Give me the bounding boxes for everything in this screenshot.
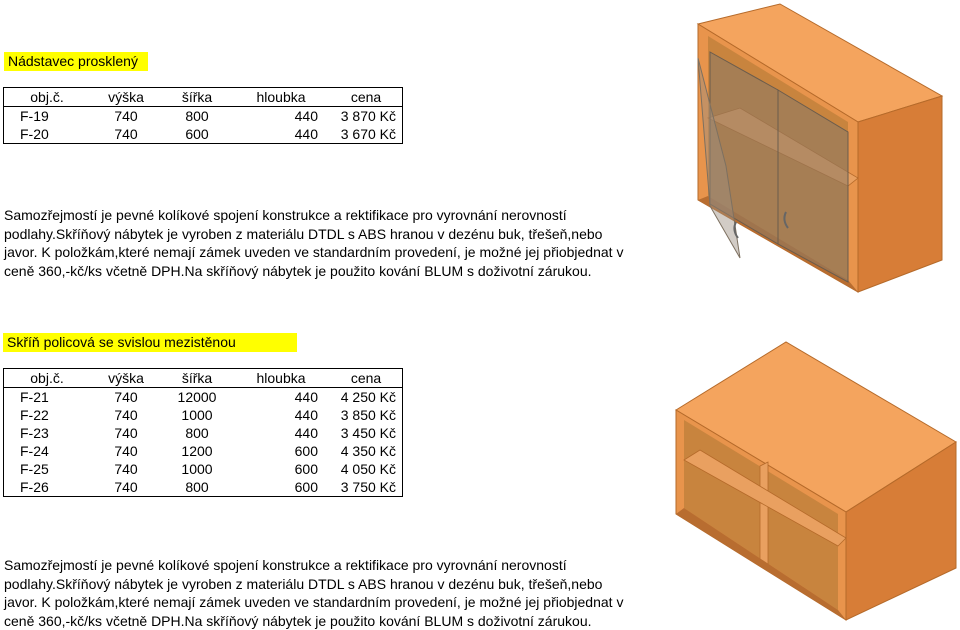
table-cell: 600	[294, 461, 318, 477]
column-header: obj.č.	[4, 88, 91, 107]
section-title-shelf-cabinet: Skříň policová se svislou mezistěnou	[3, 333, 297, 352]
table-cell: F-23	[4, 424, 91, 442]
vertical-divider	[760, 462, 768, 566]
table-cell: 4 350 Kč	[330, 442, 403, 460]
glass-cabinet-illustration	[680, 0, 960, 300]
description-line: ceně 360,-kč/ks včetně DPH.Na skříňový nábytek je použito kování BLUM s doživotní zárukou.	[4, 262, 592, 279]
description-line: javor. K položkám,které nemají zámek uveden ve standardním provedení, je možné jej přiobjednat v	[4, 244, 624, 260]
table-row	[4, 406, 403, 424]
column-header: cena	[330, 88, 403, 107]
table-cell: 600	[294, 443, 318, 459]
description-line: podlahy.Skříňový nábytek je vyroben z materiálu DTDL s ABS hranou v dezénu buk, třešeň,nebo	[4, 575, 603, 592]
table-cell: 740	[114, 108, 138, 124]
table-cell: 800	[185, 108, 209, 124]
table-cell: 4 050 Kč	[330, 460, 403, 478]
product-description	[4, 556, 664, 630]
column-header: hloubka	[232, 88, 330, 107]
spec-table-glass-cabinet	[3, 87, 403, 144]
table-row	[4, 125, 403, 144]
table-row	[4, 460, 403, 478]
table-cell: 12000	[177, 389, 217, 405]
table-cell: 440	[232, 125, 330, 144]
table-cell: 1200	[181, 443, 213, 459]
description-line: ceně 360,-kč/ks včetně DPH.Na skříňový nábytek je použito kování BLUM s doživotní zárukou.	[4, 612, 592, 629]
table-cell: 4 250 Kč	[330, 388, 403, 407]
table-cell: 800	[185, 425, 209, 441]
table-cell: 740	[114, 389, 138, 405]
table-cell: 800	[162, 478, 232, 497]
table-cell: 440	[294, 389, 318, 405]
table-cell: 740	[114, 425, 138, 441]
table-row	[4, 424, 403, 442]
table-cell: 740	[114, 443, 138, 459]
table-cell: 440	[294, 108, 318, 124]
table-cell: F-22	[4, 406, 91, 424]
table-cell: 600	[232, 478, 330, 497]
table-cell: 740	[90, 125, 162, 144]
description-line: Samozřejmostí je pevné kolíkové spojení konstrukce a rektifikace pro vyrovnání nerovností	[4, 207, 567, 223]
table-cell: F-26	[4, 478, 91, 497]
shelf-cabinet-illustration	[670, 318, 960, 628]
table-row	[4, 107, 403, 126]
description-line: javor. K položkám,které nemají zámek uveden ve standardním provedení, je možné jej přiobjednat v	[4, 594, 624, 610]
table-cell: F-21	[4, 388, 91, 407]
table-cell: 3 670 Kč	[330, 125, 403, 144]
spec-table-shelf-cabinet	[3, 368, 403, 497]
table-cell: 740	[114, 461, 138, 477]
column-header: šířka	[162, 369, 232, 388]
description-line: Samozřejmostí je pevné kolíkové spojení konstrukce a rektifikace pro vyrovnání nerovností	[4, 557, 567, 573]
table-cell: F-20	[4, 125, 91, 144]
table-cell: 1000	[181, 407, 213, 423]
table-cell: 1000	[181, 461, 213, 477]
column-header: šířka	[162, 88, 232, 107]
table-row	[4, 478, 403, 497]
table-cell: 3 750 Kč	[330, 478, 403, 497]
cabinet-side-panel	[858, 96, 942, 292]
table-cell: 3 850 Kč	[330, 406, 403, 424]
product-description	[4, 206, 664, 280]
table-cell: F-24	[4, 442, 91, 460]
table-cell: 440	[294, 425, 318, 441]
table-cell: 3 870 Kč	[330, 107, 403, 126]
table-cell: F-25	[4, 460, 91, 478]
table-cell: 740	[114, 407, 138, 423]
column-header: výška	[90, 88, 162, 107]
column-header: výška	[90, 369, 162, 388]
column-header: hloubka	[232, 369, 330, 388]
table-cell: F-19	[4, 107, 91, 126]
table-header-row	[4, 369, 403, 388]
table-row	[4, 442, 403, 460]
table-cell: 600	[162, 125, 232, 144]
table-header-row	[4, 88, 403, 107]
column-header: obj.č.	[4, 369, 91, 388]
table-cell: 740	[90, 478, 162, 497]
description-line: podlahy.Skříňový nábytek je vyroben z materiálu DTDL s ABS hranou v dezénu buk, třešeň,nebo	[4, 225, 603, 242]
table-cell: 440	[294, 407, 318, 423]
table-row	[4, 388, 403, 407]
column-header: cena	[330, 369, 403, 388]
table-cell: 3 450 Kč	[330, 424, 403, 442]
section-title-glass-cabinet: Nádstavec prosklený	[4, 52, 148, 71]
